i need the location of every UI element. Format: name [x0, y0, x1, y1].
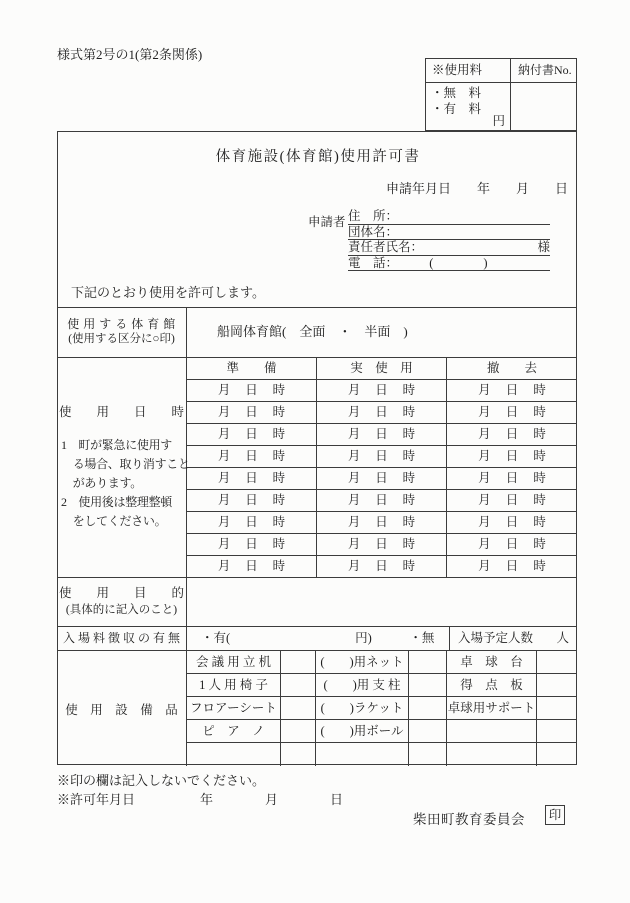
datetime-row	[187, 512, 577, 534]
hour-label: 時	[533, 493, 546, 507]
hour-label: 時	[272, 471, 286, 485]
seal-box: 印	[545, 805, 565, 825]
month-label: 月	[347, 405, 361, 419]
datetime-notes	[57, 436, 190, 531]
equipment-qty-cell	[409, 674, 447, 696]
month-label: 月	[347, 537, 361, 551]
datetime-row	[187, 402, 577, 424]
gym-row	[57, 308, 577, 358]
day-label: 日	[245, 559, 258, 573]
hour-label: 時	[402, 559, 416, 573]
prep-date-cell	[187, 556, 317, 578]
month-label: 月	[347, 449, 361, 463]
page-title: 体育施設(体育館)使用許可書	[215, 149, 421, 165]
day-label: 日	[375, 449, 388, 463]
datetime-header-row	[187, 358, 577, 380]
person-unit: 人	[556, 631, 569, 645]
fee-box-header	[426, 59, 576, 83]
month-label: 月	[347, 471, 361, 485]
fee-free-option: ・無 料	[431, 86, 482, 100]
month-label: 月	[347, 427, 361, 441]
hour-label: 時	[272, 559, 286, 573]
hour-label: 時	[533, 427, 546, 441]
equipment-qty-cell	[281, 697, 316, 719]
fee-paid-option: ・有 料	[431, 102, 482, 116]
attendance-label: 入場予定人数	[458, 631, 534, 645]
actual-use-date-cell	[317, 490, 447, 511]
purpose-row	[57, 578, 577, 627]
month-label: 月	[217, 493, 231, 507]
hour-label: 時	[533, 559, 546, 573]
equipment-item	[187, 743, 281, 766]
equipment-row	[187, 720, 577, 743]
applicant-label: 申請者	[308, 215, 346, 229]
day-label: 日	[505, 537, 519, 551]
approval-date-line: ※許可年月日 年 月 日	[57, 792, 344, 807]
gym-value: 船岡体育館( 全面 ・ 半面 )	[217, 324, 408, 339]
prep-date-cell	[187, 534, 317, 555]
removal-date-cell	[447, 446, 577, 467]
organization-field	[348, 225, 550, 241]
note-line: る場合、取り消すこと	[61, 457, 190, 471]
month-label: 月	[478, 449, 491, 463]
removal-date-cell	[447, 402, 577, 423]
prep-date-cell	[187, 490, 317, 511]
equipment-label: 使 用 設 備 品	[57, 651, 187, 766]
gym-label-cell	[57, 308, 187, 357]
equipment-qty-cell	[537, 720, 577, 742]
equipment-item: 1 人 用 椅 子	[187, 674, 281, 696]
removal-date-cell	[447, 468, 577, 489]
prep-date-cell	[187, 512, 317, 533]
day-label: 日	[245, 515, 258, 529]
equipment-qty-cell	[537, 651, 577, 673]
hour-label: 時	[533, 449, 546, 463]
day-label: 日	[375, 405, 388, 419]
datetime-row	[187, 490, 577, 512]
hour-label: 時	[402, 515, 416, 529]
month-label: 月	[478, 493, 491, 507]
hour-label: 時	[272, 449, 286, 463]
hour-label: 時	[402, 427, 416, 441]
month-label: 月	[217, 383, 231, 397]
applicant-fields	[348, 209, 550, 271]
datetime-grid	[187, 358, 577, 577]
datetime-label: 使 用 日 時	[58, 405, 184, 419]
equipment-item: 得 点 板	[447, 674, 537, 696]
footer-note: ※印の欄は記入しないでください。	[57, 773, 266, 788]
purpose-label-cell	[57, 578, 187, 626]
day-label: 日	[505, 493, 519, 507]
receipt-no-header: 納付書No.	[518, 63, 572, 77]
removal-date-cell	[447, 490, 577, 511]
receipt-no-cell	[511, 83, 576, 130]
hour-label: 時	[272, 383, 286, 397]
prep-date-cell	[187, 424, 317, 445]
day-label: 日	[505, 383, 519, 397]
usage-fee-header: ※使用料	[426, 59, 511, 82]
admission-row	[57, 627, 577, 651]
equipment-qty-cell	[281, 743, 316, 766]
equipment-item: ( )用ネット	[316, 651, 409, 673]
equipment-item	[316, 743, 409, 766]
equipment-item: ( )用 支 柱	[316, 674, 409, 696]
day-label: 日	[505, 405, 519, 419]
actual-use-date-cell	[317, 446, 447, 467]
month-label: 月	[347, 383, 361, 397]
day-label: 日	[505, 515, 519, 529]
actual-use-date-cell	[317, 424, 447, 445]
purpose-label: 使 用 目 的	[58, 586, 184, 600]
fee-box	[425, 58, 577, 131]
equipment-row	[187, 697, 577, 720]
usage-table	[57, 307, 577, 766]
month-label: 月	[217, 537, 231, 551]
hour-label: 時	[402, 471, 416, 485]
phone-label: 電 話： ( )	[348, 255, 488, 270]
equipment-grid	[187, 651, 577, 766]
hour-label: 時	[402, 493, 416, 507]
month-label: 月	[347, 493, 361, 507]
removal-date-cell	[447, 534, 577, 555]
equipment-item: 卓球用サポート	[447, 697, 537, 719]
purpose-value-cell	[187, 578, 577, 626]
prep-header: 準 備	[187, 358, 317, 379]
address-label: 住 所：	[348, 209, 399, 223]
equipment-item: ピ ア ノ	[187, 720, 281, 742]
hour-label: 時	[272, 427, 286, 441]
removal-date-cell	[447, 556, 577, 578]
yen-unit: 円	[492, 114, 505, 128]
day-label: 日	[505, 471, 519, 485]
equipment-item	[447, 743, 537, 766]
month-label: 月	[478, 405, 491, 419]
note-line: があります。	[61, 476, 142, 490]
hour-label: 時	[533, 383, 546, 397]
equipment-row	[187, 743, 577, 766]
month-label: 月	[478, 471, 491, 485]
address-field	[348, 209, 550, 225]
admission-fee-options: ・有( 円) ・無	[187, 627, 450, 650]
note-line: 2 使用後は整理整頓	[61, 495, 173, 509]
month-label: 月	[217, 559, 231, 573]
day-label: 日	[375, 537, 388, 551]
removal-date-cell	[447, 424, 577, 445]
note-line: をしてください。	[61, 514, 167, 528]
month-label: 月	[478, 383, 491, 397]
equipment-qty-cell	[409, 720, 447, 742]
actual-use-date-cell	[317, 402, 447, 423]
equipment-qty-cell	[537, 697, 577, 719]
hour-label: 時	[272, 493, 286, 507]
month-label: 月	[217, 427, 231, 441]
equipment-qty-cell	[409, 651, 447, 673]
day-label: 日	[245, 427, 258, 441]
removal-header: 撤 去	[486, 361, 537, 375]
month-label: 月	[217, 515, 231, 529]
datetime-label-cell	[57, 358, 190, 577]
hour-label: 時	[533, 537, 546, 551]
equipment-qty-cell	[409, 697, 447, 719]
month-label: 月	[217, 449, 231, 463]
day-label: 日	[245, 449, 258, 463]
equipment-item: フロアーシート	[187, 697, 281, 719]
equipment-item: ( )用ボール	[316, 720, 409, 742]
note-line: 1 町が緊急に使用す	[61, 438, 173, 452]
equipment-qty-cell	[281, 720, 316, 742]
hour-label: 時	[402, 405, 416, 419]
equipment-qty-cell	[281, 651, 316, 673]
equipment-item: 卓 球 台	[447, 651, 537, 673]
organization-label: 団体名：	[348, 224, 399, 239]
datetime-row	[187, 380, 577, 402]
day-label: 日	[505, 427, 519, 441]
removal-date-cell	[447, 380, 577, 401]
equipment-qty-cell	[281, 674, 316, 696]
hour-label: 時	[533, 515, 546, 529]
equipment-item: ( )ラケット	[316, 697, 409, 719]
equipment-qty-cell	[409, 743, 447, 766]
month-label: 月	[478, 537, 491, 551]
equipment-row	[187, 651, 577, 674]
honorific-sama: 様	[537, 240, 550, 255]
day-label: 日	[375, 493, 388, 507]
datetime-row-block	[57, 358, 577, 578]
day-label: 日	[505, 449, 519, 463]
day-label: 日	[375, 515, 388, 529]
actual-use-date-cell	[317, 380, 447, 401]
hour-label: 時	[272, 515, 286, 529]
application-date-line: 申請年月日 年 月 日	[386, 181, 569, 196]
actual-use-header: 実 使 用	[317, 358, 447, 379]
day-label: 日	[245, 405, 258, 419]
hour-label: 時	[402, 537, 416, 551]
equipment-row-block	[57, 651, 577, 766]
committee-name: 柴田町教育委員会	[413, 812, 525, 827]
gym-label: 使 用 す る 体 育 館	[67, 317, 176, 331]
equipment-item: 会 議 用 立 机	[187, 651, 281, 673]
month-label: 月	[217, 405, 231, 419]
equipment-qty-cell	[537, 674, 577, 696]
day-label: 日	[245, 493, 258, 507]
fee-box-body	[426, 83, 576, 130]
hour-label: 時	[402, 449, 416, 463]
day-label: 日	[245, 383, 258, 397]
day-label: 日	[375, 559, 388, 573]
form-number: 様式第2号の1(第2条関係)	[57, 47, 203, 62]
month-label: 月	[478, 559, 491, 573]
purpose-label-note: (具体的に記入のこと)	[65, 604, 178, 616]
day-label: 日	[375, 471, 388, 485]
datetime-row	[187, 556, 577, 578]
month-label: 月	[347, 559, 361, 573]
phone-field	[348, 256, 550, 272]
prep-date-cell	[187, 402, 317, 423]
equipment-item	[447, 720, 537, 742]
equipment-qty-cell	[537, 743, 577, 766]
hour-label: 時	[402, 383, 416, 397]
hour-label: 時	[272, 537, 286, 551]
day-label: 日	[375, 427, 388, 441]
hour-label: 時	[272, 405, 286, 419]
day-label: 日	[245, 471, 258, 485]
gym-label-note: (使用する区分に○印)	[68, 333, 175, 345]
day-label: 日	[245, 537, 258, 551]
hour-label: 時	[533, 471, 546, 485]
actual-use-date-cell	[317, 556, 447, 578]
fee-options-cell	[426, 83, 511, 130]
representative-field	[348, 240, 550, 256]
equipment-row	[187, 674, 577, 697]
actual-use-date-cell	[317, 534, 447, 555]
prep-date-cell	[187, 468, 317, 489]
month-label: 月	[347, 515, 361, 529]
datetime-row	[187, 424, 577, 446]
month-label: 月	[478, 427, 491, 441]
day-label: 日	[505, 559, 519, 573]
hour-label: 時	[533, 405, 546, 419]
attendance-cell	[450, 627, 577, 650]
datetime-row	[187, 446, 577, 468]
representative-label: 責任者氏名：	[348, 240, 424, 255]
permit-statement: 下記のとおり使用を許可します。	[71, 285, 265, 300]
actual-use-date-cell	[317, 512, 447, 533]
prep-date-cell	[187, 446, 317, 467]
datetime-row	[187, 468, 577, 490]
datetime-rows	[187, 380, 577, 578]
day-label: 日	[375, 383, 388, 397]
datetime-row	[187, 534, 577, 556]
admission-label: 入 場 料 徴 収 の 有 無	[57, 627, 187, 650]
month-label: 月	[478, 515, 491, 529]
removal-date-cell	[447, 512, 577, 533]
month-label: 月	[217, 471, 231, 485]
prep-date-cell	[187, 380, 317, 401]
actual-use-date-cell	[317, 468, 447, 489]
